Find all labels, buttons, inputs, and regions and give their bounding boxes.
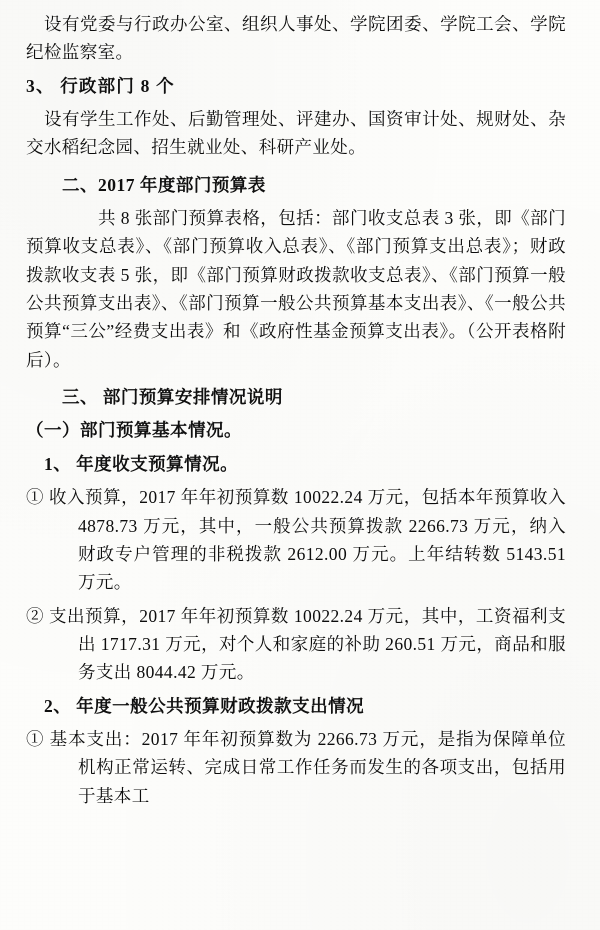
heading-three-budget-explanation: 三、 部门预算安排情况说明 bbox=[62, 387, 283, 408]
paragraph-admin-offices: 设有党委与行政办公室、组织人事处、学院团委、学院工会、学院纪检监察室。 bbox=[26, 14, 566, 63]
heading-one-basic-situation: （一）部门预算基本情况。 bbox=[26, 420, 242, 441]
paragraph-budget-tables-desc: 共 8 张部门预算表格，包括：部门收支总表 3 张，即《部门预算收支总表》、《部门预算收入总表》、《部门预算支出总表》；财政拨款收支表 5 张，即《部门预算财政拨款收支总表》、《部门预算一般公共预算支出表》、《部门预算一般公共预算基本支出表》、《一般公共预算“三公”经费支出表》和《政府性基金预算支出表》。（公开表格附后）。 bbox=[26, 208, 566, 370]
heading-1-annual-income-expense: 1、 年度收支预算情况。 bbox=[44, 453, 239, 474]
spacer bbox=[26, 374, 566, 383]
paragraph-expense-budget: ② 支出预算，2017 年年初预算数 10022.24 万元，其中，工资福利支出 1717.31 万元，对个人和家庭的补助 260.51 万元，商品和服务支出 8044.42 万元。 bbox=[26, 605, 566, 683]
heading-2-public-budget-expenditure: 2、 年度一般公共预算财政拨款支出情况 bbox=[44, 695, 365, 716]
spacer bbox=[26, 162, 566, 171]
paragraph-basic-expenditure: ① 基本支出：2017 年年初预算数为 2266.73 万元，是指为保障单位机构正常运转、完成日常工作任务而发生的各项支出，包括用于基本工 bbox=[26, 728, 566, 806]
paragraph-income-budget: ① 收入预算，2017 年年初预算数 10022.24 万元，包括本年预算收入 4878.73 万元，其中，一般公共预算拨款 2266.73 万元，纳入财政专户管理的非税拨款 2612.00 万元。上年结转数 5143.51 万元。 bbox=[26, 487, 571, 593]
heading-3-admin-depts: 3、 行政部门 8 个 bbox=[26, 75, 175, 96]
paragraph-admin-depts-list: 设有学生工作处、后勤管理处、评建办、国资审计处、规财处、杂交水稻纪念园、招生就业处、科研产业处。 bbox=[26, 109, 566, 158]
heading-two-budget-tables: 二、2017 年度部门预算表 bbox=[62, 174, 266, 195]
